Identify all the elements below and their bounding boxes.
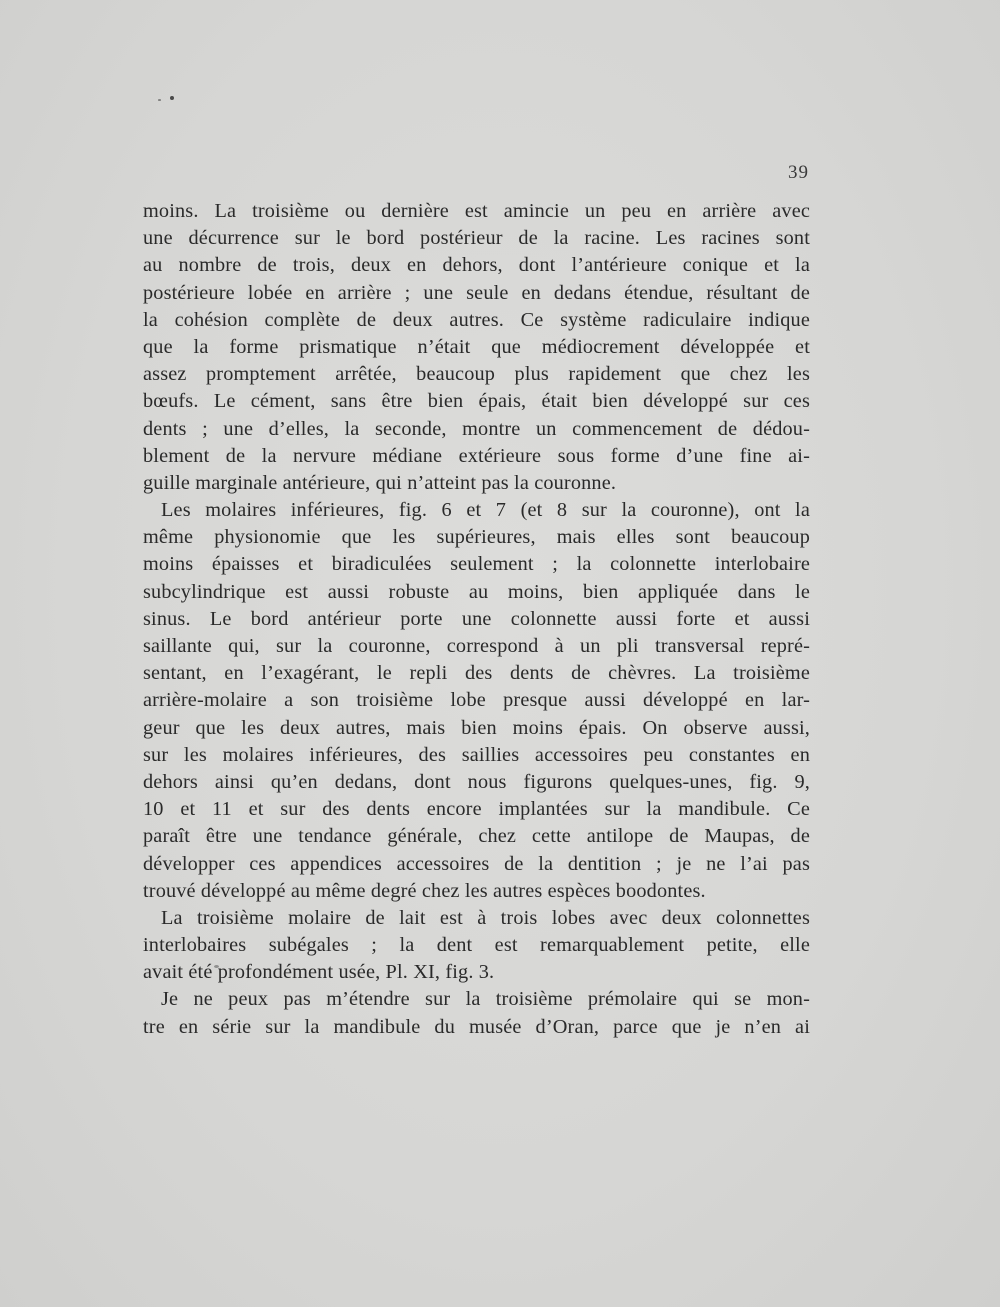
text-line: paraît être une tendance générale, chez cette antilope de Maupas, de [143,825,810,848]
text-line: Les molaires inférieures, fig. 6 et 7 (et 8 sur la couronne), ont la [161,499,810,522]
text-line: interlobaires subégales ; la dent est remarquablement petite, elle [143,934,810,957]
text-line: moins épaisses et biradiculées seulement ; la colonnette interlobaire [143,553,810,576]
text-line: subcylindrique est aussi robuste au moins, bien appliquée dans le [143,580,810,603]
body-text [143,198,810,1041]
page-number: 39 [788,162,809,183]
text-line: avait été profondément usée, Pl. XI, fig. 3. [143,961,495,984]
text-line: trouvé développé au même degré chez les autres espèces boodontes. [143,879,706,902]
text-line: que la forme prismatique n’était que médiocrement développée et [143,335,810,358]
text-line: arrière-molaire a son troisième lobe presque aussi développé en lar- [143,689,810,712]
text-line: Je ne peux pas m’étendre sur la troisième prémolaire qui se mon- [161,988,810,1011]
text-line: La troisième molaire de lait est à trois lobes avec deux colonnettes [161,906,810,929]
text-line: 10 et 11 et sur des dents encore implantées sur la mandibule. Ce [143,798,810,821]
text-line: sentant, en l’exagérant, le repli des dents de chèvres. La troisième [143,662,810,685]
text-line: dents ; une d’elles, la seconde, montre un commencement de dédou- [143,417,810,440]
text-line: sinus. Le bord antérieur porte une colonnette aussi forte et aussi [143,607,810,630]
scan-speck [158,99,161,101]
text-line: assez promptement arrêtée, beaucoup plus rapidement que chez les [143,363,810,386]
text-line: développer ces appendices accessoires de la dentition ; je ne l’ai pas [143,852,810,875]
text-line: dehors ainsi qu’en dedans, dont nous figurons quelques-unes, fig. 9, [143,770,810,793]
text-line: sur les molaires inférieures, des saillies accessoires peu constantes en [143,743,810,766]
text-line: postérieure lobée en arrière ; une seule en dedans étendue, résultant de [143,281,810,304]
text-line: une décurrence sur le bord postérieur de la racine. Les racines sont [143,227,810,250]
text-line: geur que les deux autres, mais bien moins épais. On observe aussi, [143,716,810,739]
text-line: bœufs. Le cément, sans être bien épais, était bien développé sur ces [143,390,810,413]
text-line: blement de la nervure médiane extérieure sous forme d’une fine ai- [143,444,810,467]
text-line: saillante qui, sur la couronne, correspond à un pli transversal repré- [143,635,810,657]
text-line: tre en série sur la mandibule du musée d’Oran, parce que je n’en ai [143,1015,810,1038]
scan-speck [170,96,174,100]
text-line: moins. La troisième ou dernière est amincie un peu en arrière avec [143,200,810,222]
text-line: guille marginale antérieure, qui n’atteint pas la couronne. [143,471,617,494]
text-line: même physionomie que les supérieures, mais elles sont beaucoup [143,526,810,549]
text-line: la cohésion complète de deux autres. Ce système radiculaire indique [143,308,810,331]
text-line: au nombre de trois, deux en dehors, dont l’antérieure conique et la [143,254,810,277]
